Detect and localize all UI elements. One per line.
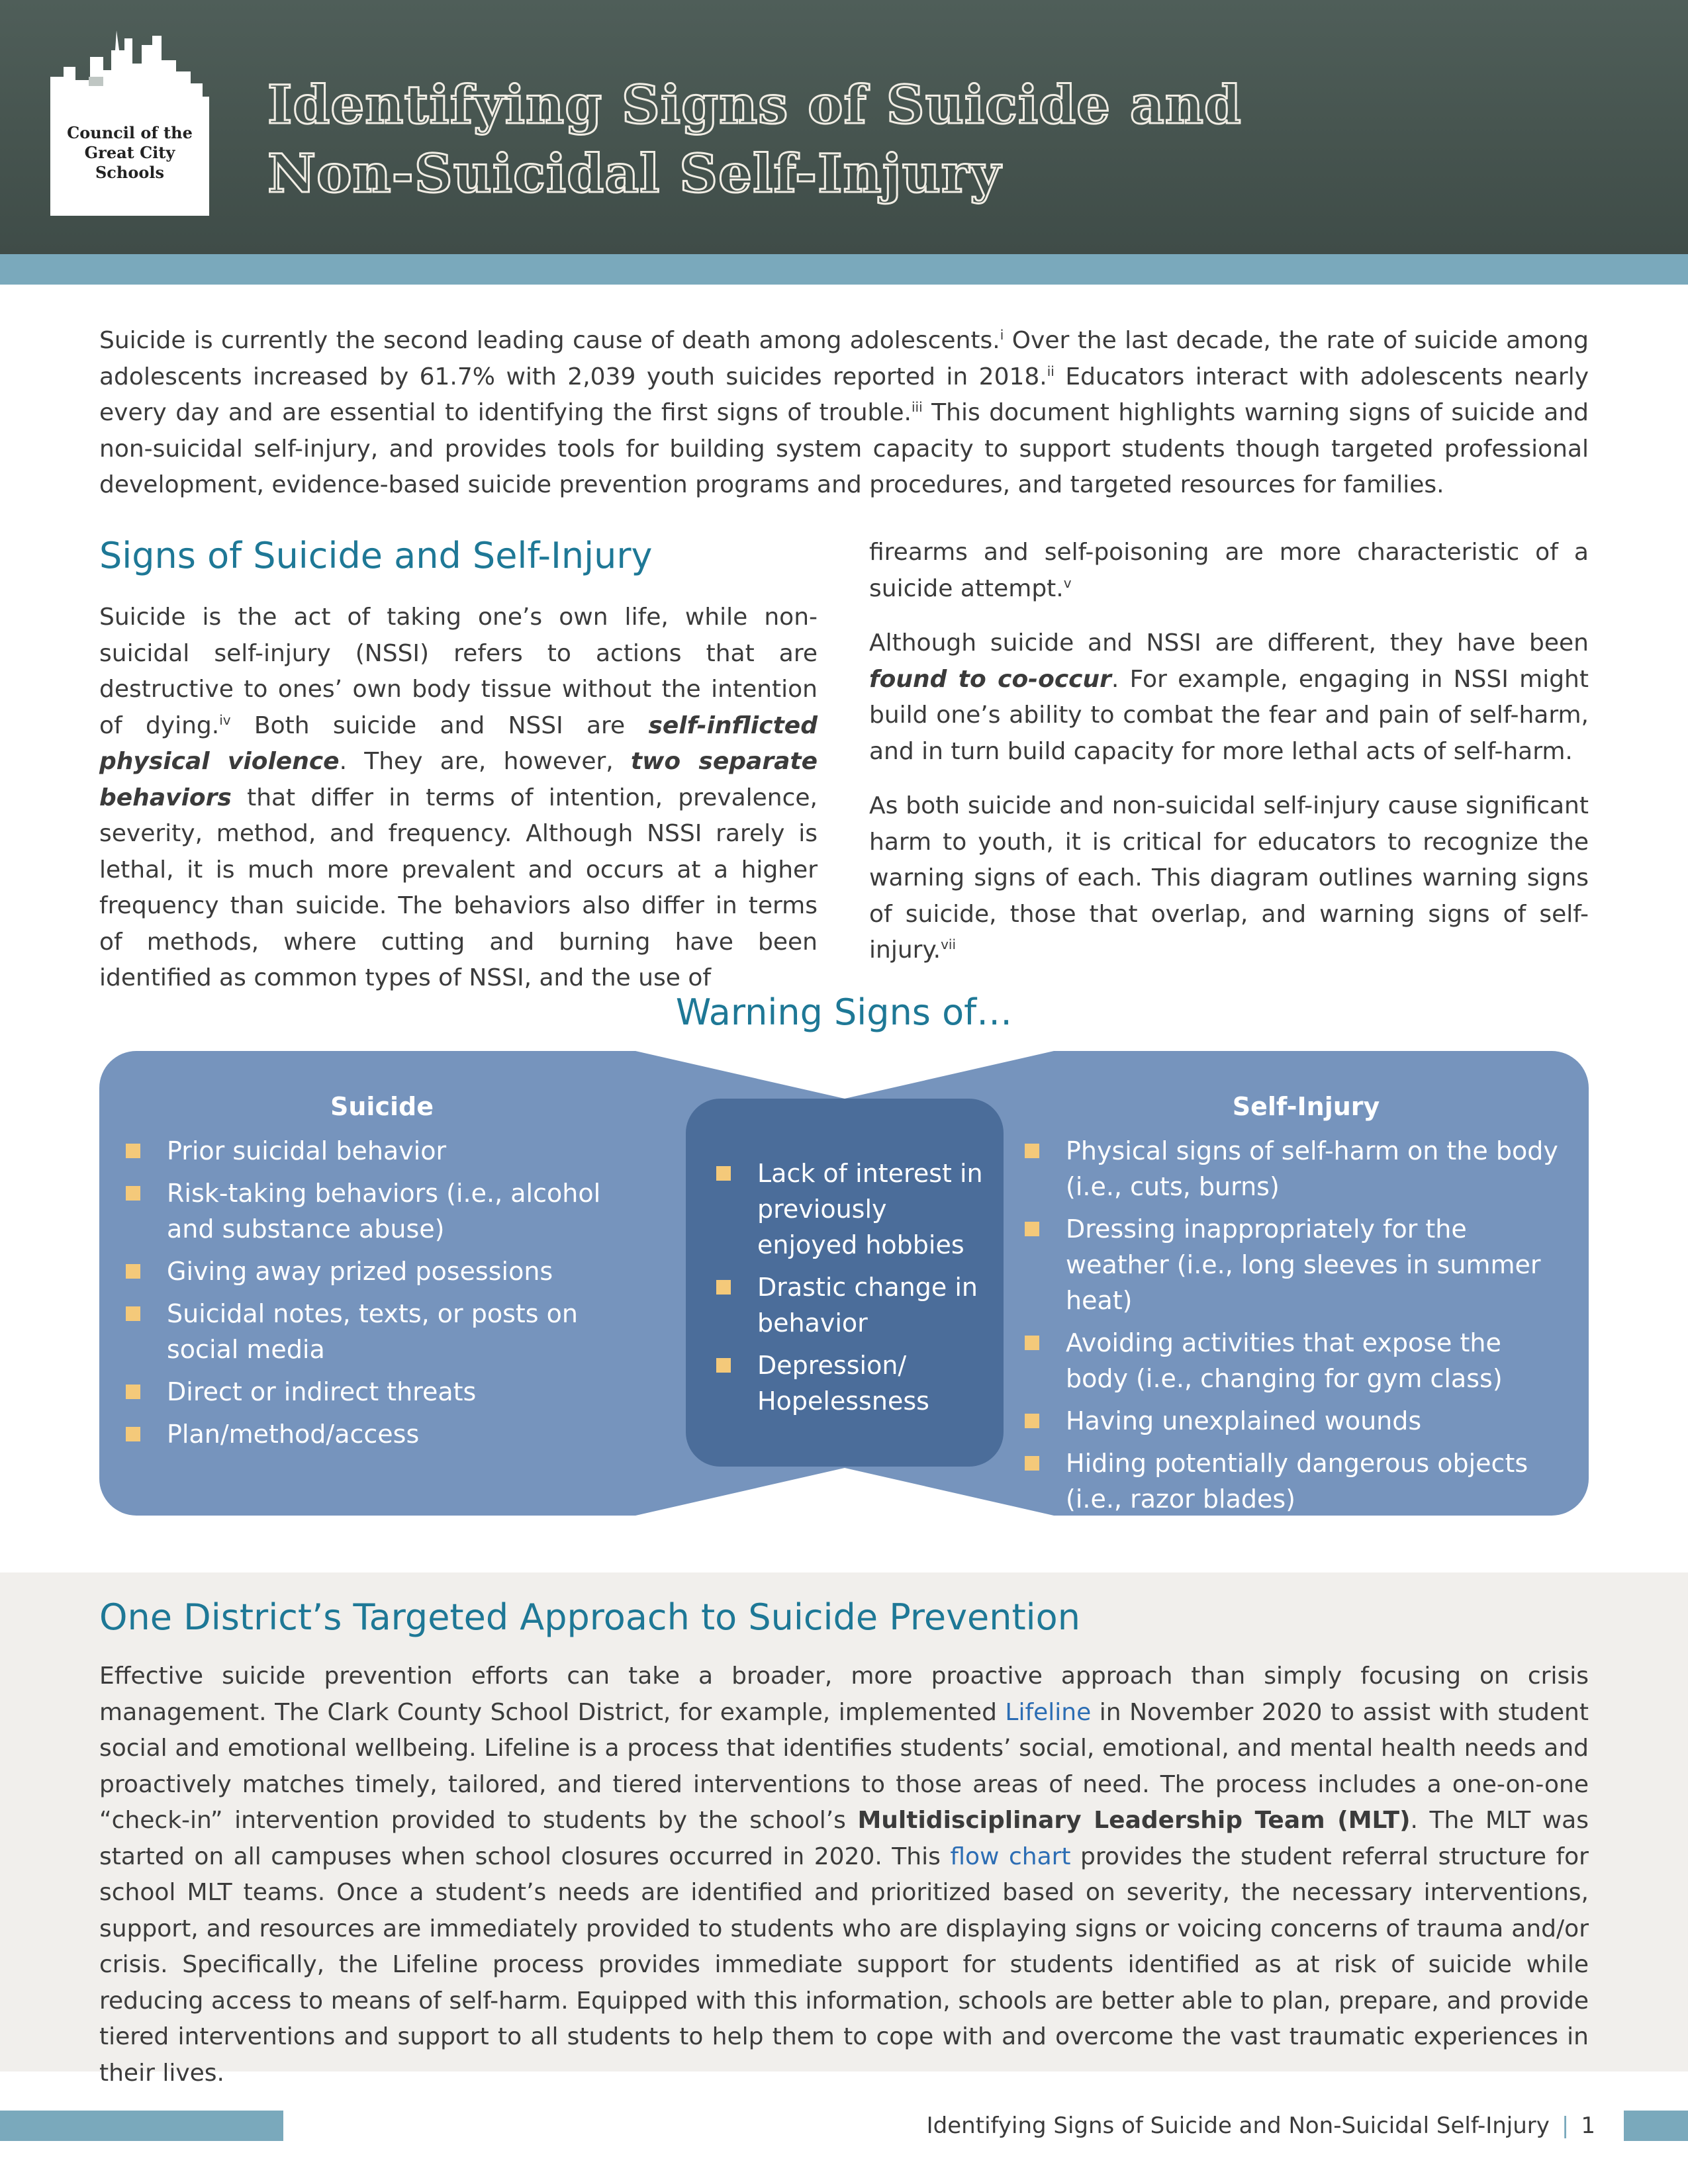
list-item: Plan/method/access [126, 1416, 642, 1452]
list-item: Depression/ Hopelessness [716, 1347, 988, 1419]
list-item: Prior suicidal behavior [126, 1133, 642, 1169]
logo-text-line: Great City Schools [84, 143, 175, 182]
self-injury-signs-list [1025, 1133, 1568, 1524]
intro-text: Over the last decade, the rate of suicide among adolescents increased by 61.7% with 2,039 youth suicides reported in 2018. [99, 327, 1589, 390]
list-item: Lack of interest in previously enjoyed hobbies [716, 1156, 988, 1263]
list-item: Dressing inappropriately for the weather (i.e., long sleeves in summer heat) [1025, 1211, 1568, 1318]
emphasis-text: found to co-occur [869, 665, 1111, 693]
intro-text: This document highlights warning signs of suicide and non-suicidal self-injury, and provides tools for building system capacity to support students though targeted professional development, evidence-based suicide prevention programs and procedures, and targeted resources for families. [99, 399, 1589, 498]
list-item: Drastic change in behavior [716, 1269, 988, 1341]
diagram-title: Warning Signs of… [675, 991, 1013, 1033]
body-text: Although suicide and NSSI are different, they have been [869, 629, 1589, 657]
footnote-marker: iii [911, 399, 923, 415]
header-accent-band [0, 254, 1688, 285]
suicide-heading: Suicide [330, 1092, 434, 1121]
list-item: Avoiding activities that expose the body (i.e., changing for gym class) [1025, 1325, 1568, 1396]
intro-text: Educators interact with adolescents nearly every day and are essential to identifying the first signs of trouble. [99, 363, 1589, 426]
body-text: Effective suicide prevention efforts can take a broader, more proactive approach than simply focusing on crisis management. The Clark County School District, for example, implemented [99, 1662, 1589, 1726]
suicide-signs-list [126, 1133, 642, 1459]
list-item: Risk-taking behaviors (i.e., alcohol and substance abuse) [126, 1175, 642, 1247]
body-text: firearms and self-poisoning are more characteristic of a suicide attempt. [869, 539, 1589, 602]
body-text: provides the student referral structure for school MLT teams. Once a student’s needs are identified and prioritized based on severity, the necessary interventions, support, and resources are immediately provided to students who are displaying signs or voicing concerns of trauma and/or crisis. Specifically, the Lifeline process provides immediate support for students identified as at risk of suicide while reducing access to means of self-harm. Equipped with this information, schools are better able to plan, prepare, and provide tiered interventions and support to all students to help them to cope with and overcome the vast traumatic experiences in their lives. [99, 1843, 1589, 2087]
page-title-line: Identifying Signs of Suicide and [267, 73, 1242, 136]
list-item: Giving away prized posessions [126, 1253, 642, 1289]
signs-paragraph-3 [869, 788, 1589, 969]
page-title-line: Non-Suicidal Self-Injury [267, 142, 1002, 205]
body-text: Both suicide and NSSI are [230, 711, 649, 739]
page-number: 1 [1581, 2113, 1595, 2139]
emphasis-text: self-inflicted physical violence [99, 711, 818, 775]
signs-right-column [869, 535, 1589, 969]
body-text: As both suicide and non-suicidal self-injury cause significant harm to youth, it is critical for educators to recognize the warning signs of each. This diagram outlines warning signs of suicide, those that overlap, and warning signs of self-injury. [869, 792, 1589, 964]
body-text: that differ in terms of intention, prevalence, severity, method, and frequency. Although NSSI rarely is lethal, it is much more prevalent and occurs at a higher frequency than suicide. The behaviors also differ in terms of methods, where cutting and burning have been identified as common types of NSSI, and the use of [99, 784, 818, 991]
emphasis-text: two separate behaviors [99, 748, 818, 811]
body-text: in November 2020 to assist with student social and emotional wellbeing. Lifeline is a process that identifies students’ social, emotional, and mental health needs and proactively matches timely, tailored, and tiered interventions to those areas of need. The process includes a one-on-one “check-in” intervention provided to students by the school’s [99, 1698, 1589, 1834]
body-text: . They are, however, [339, 748, 631, 775]
footnote-marker: ii [1047, 363, 1055, 379]
footer-accent-bar-right [1624, 2111, 1688, 2141]
overlap-signs-list [716, 1156, 988, 1426]
list-item: Having unexplained wounds [1025, 1403, 1568, 1439]
signs-paragraph-1-continued [869, 535, 1589, 607]
footnote-marker: vii [941, 936, 957, 952]
signs-paragraph-2 [869, 625, 1589, 770]
signs-paragraph-1 [99, 600, 818, 997]
section-heading-signs: Signs of Suicide and Self-Injury [99, 535, 653, 576]
logo [50, 30, 209, 216]
body-text: Suicide is the act of taking one’s own life, while non-suicidal self-injury (NSSI) refers to actions that are destructive to ones’ own body tissue without the intention of dying. [99, 604, 818, 739]
footnote-marker: iv [219, 711, 231, 728]
list-item: Direct or indirect threats [126, 1374, 642, 1410]
self-injury-heading: Self-Injury [1232, 1092, 1380, 1121]
intro-paragraph [99, 323, 1589, 504]
lifeline-link[interactable]: Lifeline [1005, 1698, 1092, 1726]
header-banner [0, 0, 1688, 254]
warning-signs-diagram [99, 1051, 1589, 1516]
flow-chart-link[interactable]: flow chart [950, 1843, 1071, 1870]
list-item: Hiding potentially dangerous objects (i.e., razor blades) [1025, 1445, 1568, 1517]
district-paragraph [99, 1659, 1589, 2091]
list-item: Physical signs of self-harm on the body (i.e., cuts, burns) [1025, 1133, 1568, 1205]
footer [927, 2113, 1595, 2139]
page-title [267, 70, 1393, 208]
list-item: Suicidal notes, texts, or posts on social media [126, 1296, 642, 1367]
footnote-marker: i [1000, 327, 1004, 343]
intro-text: Suicide is currently the second leading cause of death among adolescents. [99, 327, 1000, 354]
footnote-marker: v [1063, 574, 1072, 591]
logo-text-line: Council of the [67, 123, 193, 142]
section-heading-district: One District’s Targeted Approach to Suicide Prevention [99, 1596, 1080, 1638]
footer-accent-bar-left [0, 2111, 283, 2141]
body-text: . For example, engaging in NSSI might build one’s ability to combat the fear and pain of self-harm, and in turn build capacity for more lethal acts of self-harm. [869, 665, 1589, 765]
bold-text: Multidisciplinary Leadership Team (MLT) [857, 1807, 1411, 1834]
footer-separator: | [1561, 2113, 1570, 2139]
logo-text [50, 123, 209, 183]
footer-title: Identifying Signs of Suicide and Non-Suicidal Self-Injury [926, 2113, 1550, 2139]
body-text: . The MLT was started on all campuses when school closures occurred in 2020. This [99, 1807, 1589, 1870]
